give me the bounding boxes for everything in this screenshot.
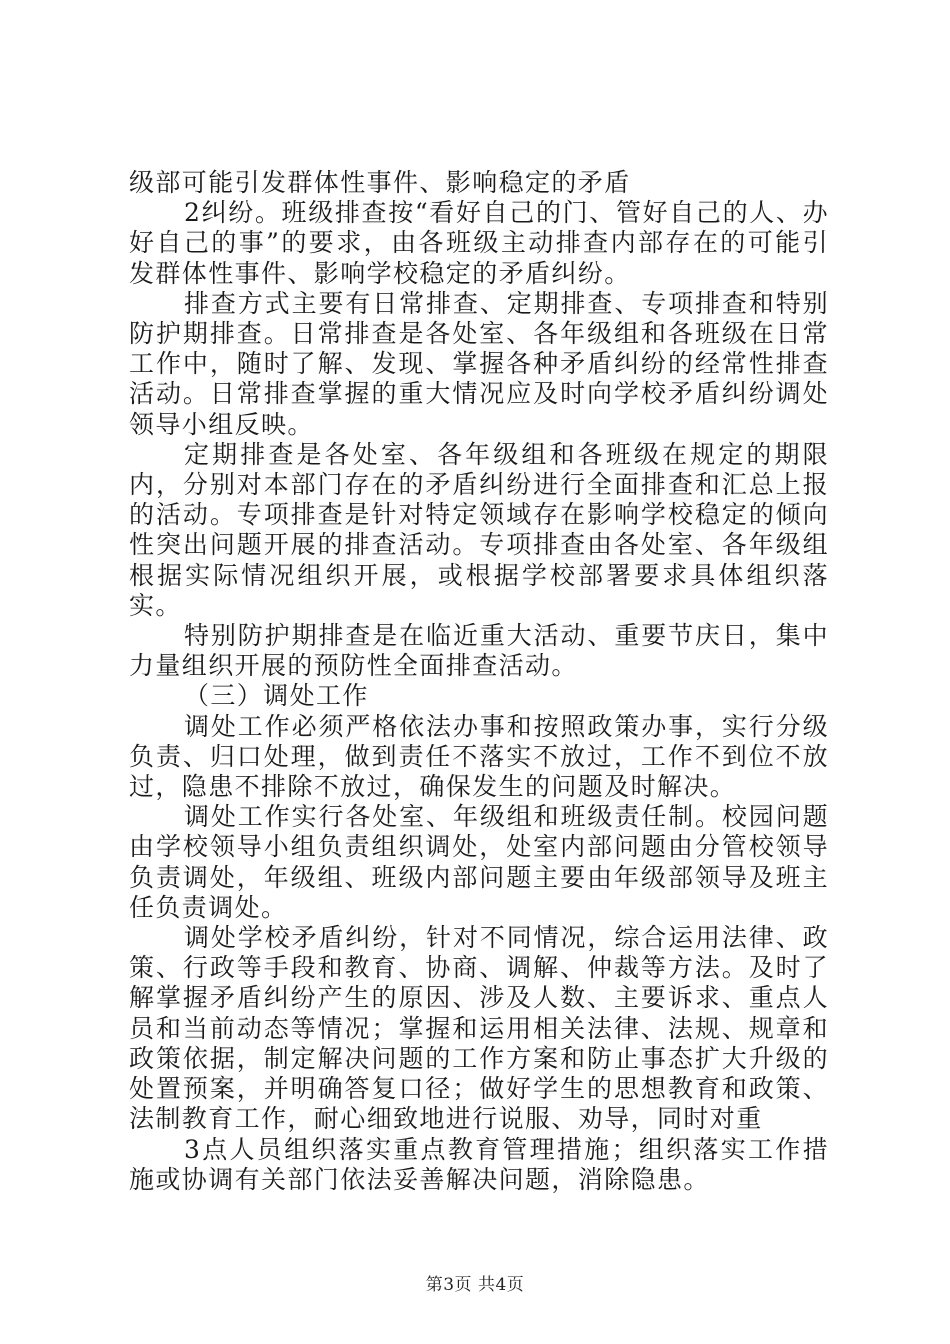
paragraph: 定期排查是各处室、各年级组和各班级在规定的期限内，分别对本部门存在的矛盾纠纷进行全面排查和汇总上报的活动。专项排查是针对特定领域存在影响学校稳定的倾向性突出问题开展的排查活动。专项排查由各处室、各年级组根据实际情况组织开展，或根据学校部署要求具体组织落实。 [129,439,829,620]
paragraph: 调处工作实行各处室、年级组和班级责任制。校园问题由学校领导小组负责组织调处，处室内部问题由分管校领导负责调处，年级组、班级内部问题主要由年级部领导及班主任负责调处。 [129,802,829,922]
page-number-footer: 第3页 共4页 [425,1275,525,1295]
section-heading: （三）调处工作 [184,681,369,711]
paragraph: 调处学校矛盾纠纷，针对不同情况，综合运用法律、政策、行政等手段和教育、协商、调解、仲裁等方法。及时了解掌握矛盾纠纷产生的原因、涉及人数、主要诉求、重点人员和当前动态等情况；掌握和运用相关法律、法规、规章和政策依据，制定解决问题的工作方案和防止事态扩大升级的处置预案，并明确答复口径；做好学生的思想教育和政策、法制教育工作，耐心细致地进行说服、劝导，同时对重 [129,923,829,1134]
paragraph: 特别防护期排查是在临近重大活动、重要节庆日，集中力量组织开展的预防性全面排查活动。 [129,621,829,681]
paragraph: 2纠纷。班级排查按“看好自己的门、管好自己的人、办好自己的事”的要求，由各班级主动排查内部存在的可能引发群体性事件、影响学校稳定的矛盾纠纷。 [129,198,829,288]
paragraph: 排查方式主要有日常排查、定期排查、专项排查和特别防护期排查。日常排查是各处室、各年级组和各班级在日常工作中，随时了解、发现、掌握各种矛盾纠纷的经常性排查活动。日常排查掌握的重大情况应及时向学校矛盾纠纷调处领导小组反映。 [129,288,829,439]
document-body [129,168,829,1195]
paragraph: 3点人员组织落实重点教育管理措施；组织落实工作措施或协调有关部门依法妥善解决问题，消除隐患。 [129,1134,829,1194]
paragraph: 级部可能引发群体性事件、影响稳定的矛盾 [129,168,631,197]
paragraph: 调处工作必须严格依法办事和按照政策办事，实行分级负责、归口处理，做到责任不落实不放过，工作不到位不放过，隐患不排除不放过，确保发生的问题及时解决。 [129,711,829,802]
